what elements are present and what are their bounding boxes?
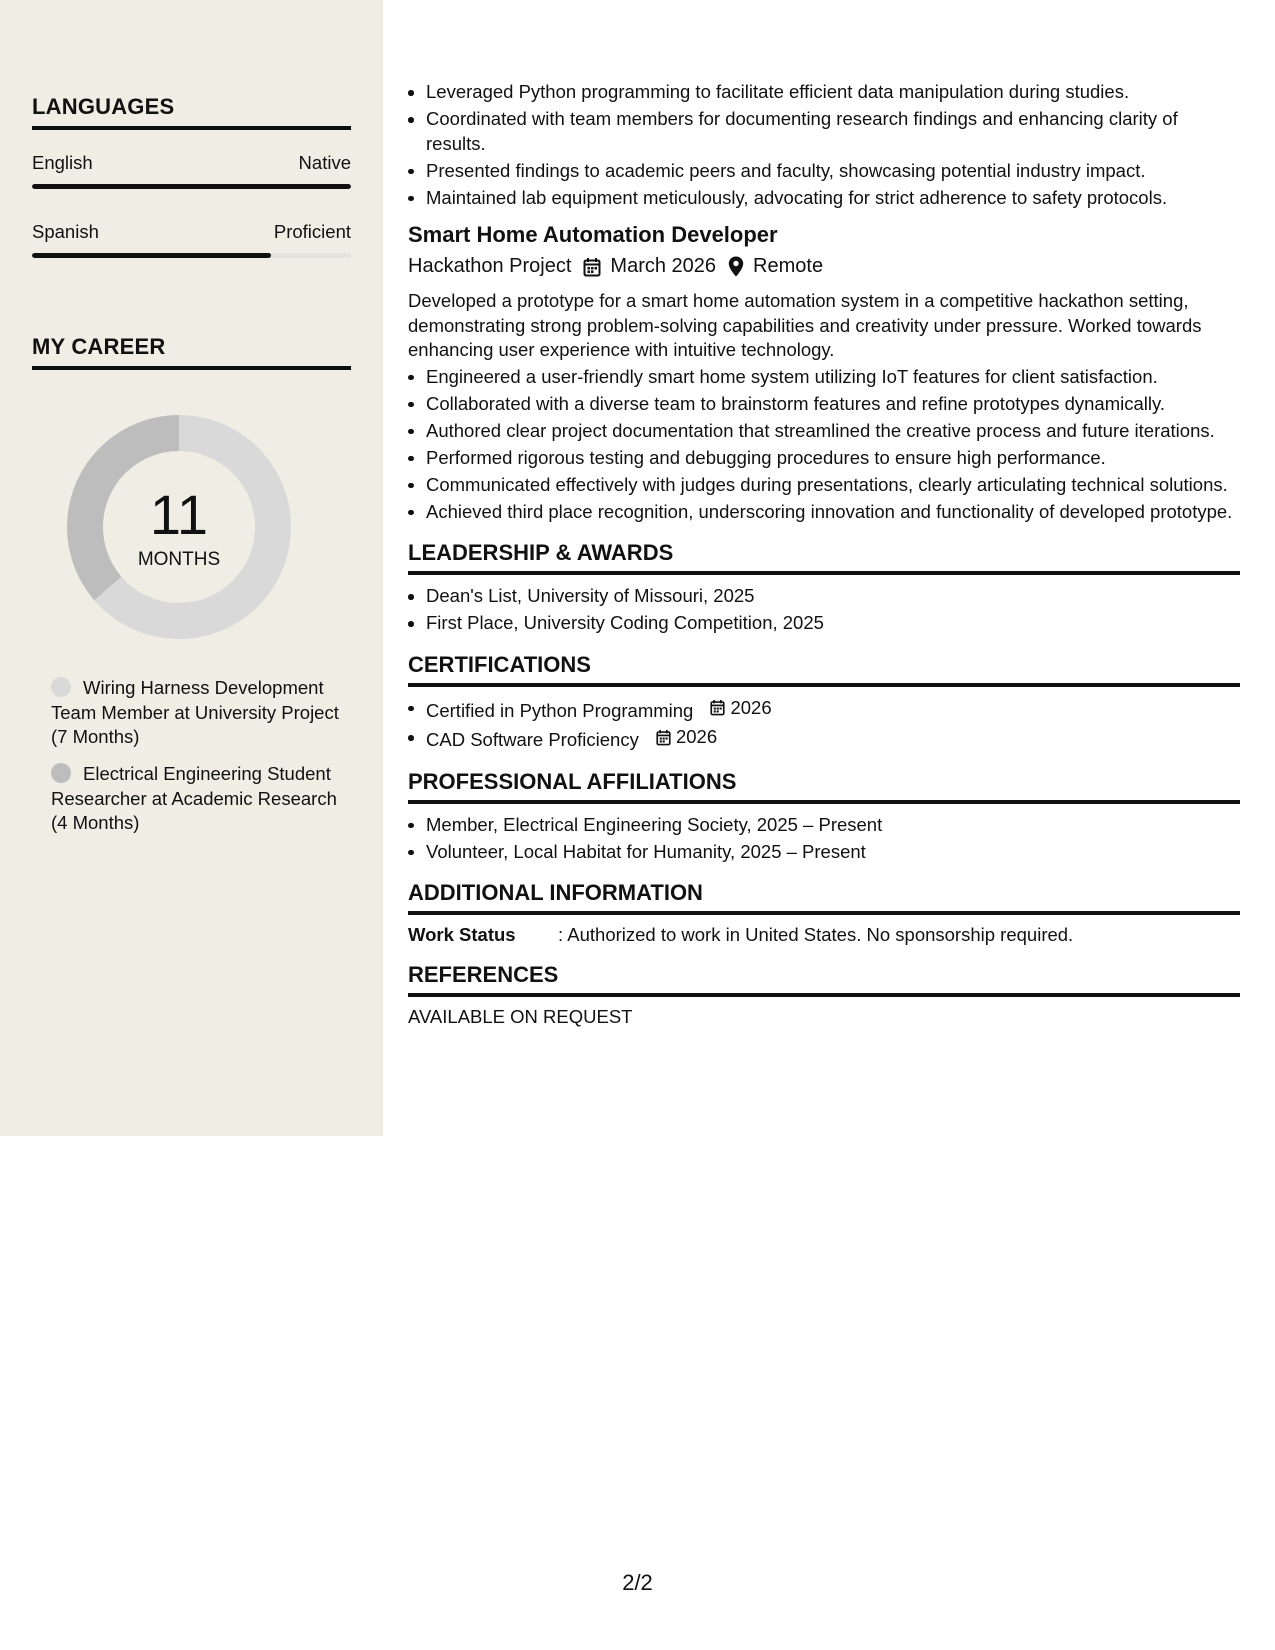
career-heading: MY CAREER bbox=[32, 334, 351, 370]
job-bullets bbox=[408, 365, 1240, 525]
list-item: Achieved third place recognition, underscoring innovation and functionality of developed prototype. bbox=[408, 500, 1240, 525]
list-item: Performed rigorous testing and debugging procedures to ensure high performance. bbox=[408, 446, 1240, 471]
career-total-unit: MONTHS bbox=[137, 549, 221, 570]
calendar-icon bbox=[583, 257, 601, 277]
list-item: Coordinated with team members for documenting research findings and enhancing clarity of results. bbox=[408, 107, 1240, 156]
list-item: Engineered a user-friendly smart home system utilizing IoT features for client satisfaction. bbox=[408, 365, 1240, 390]
certification-item bbox=[408, 725, 1240, 752]
sidebar bbox=[0, 0, 383, 1136]
list-item: Maintained lab equipment meticulously, advocating for strict adherence to safety protocols. bbox=[408, 186, 1240, 211]
job-meta bbox=[408, 255, 1240, 278]
job-description: Developed a prototype for a smart home automation system in a competitive hackathon setting, demonstrating strong problem-solving capabilities and creativity under pressure. Worked towards enhancing user experience with intuitive technology. bbox=[408, 290, 1202, 360]
page-number: 2/2 bbox=[622, 1570, 653, 1595]
language-bar-fill bbox=[32, 253, 271, 258]
certification-name: CAD Software Proficiency bbox=[426, 729, 639, 750]
affiliations-list bbox=[408, 813, 1240, 865]
career-item bbox=[51, 762, 341, 836]
main-content bbox=[408, 0, 1240, 1028]
references-heading: REFERENCES bbox=[408, 962, 1240, 997]
language-level: Proficient bbox=[273, 221, 351, 242]
career-item-label: Electrical Engineering Student Researcher at Academic Research (4 Months) bbox=[51, 763, 337, 833]
language-bar-fill bbox=[32, 184, 351, 189]
job-location: Remote bbox=[753, 255, 824, 277]
languages-heading: LANGUAGES bbox=[32, 94, 351, 130]
work-status-row bbox=[408, 924, 1240, 946]
certification-name: Certified in Python Programming bbox=[426, 699, 694, 721]
additional-info-heading: ADDITIONAL INFORMATION bbox=[408, 880, 1240, 915]
certifications-list bbox=[408, 696, 1240, 753]
map-pin-icon bbox=[728, 256, 744, 277]
list-item: Authored clear project documentation that streamlined the creative process and future iterations. bbox=[408, 419, 1240, 444]
list-item: Communicated effectively with judges during presentations, clearly articulating technical solutions. bbox=[408, 473, 1240, 498]
certification-item bbox=[408, 696, 1240, 723]
language-level: Native bbox=[298, 152, 351, 173]
career-legend-dot bbox=[51, 763, 71, 783]
certification-year: 2026 bbox=[730, 696, 772, 718]
career-item bbox=[51, 676, 341, 750]
list-item: Presented findings to academic peers and faculty, showcasing potential industry impact. bbox=[408, 159, 1240, 184]
calendar-icon bbox=[710, 699, 725, 716]
previous-job-bullets bbox=[408, 80, 1240, 210]
job-organization: Hackathon Project bbox=[408, 255, 572, 277]
list-item: Collaborated with a diverse team to brainstorm features and refine prototypes dynamically. bbox=[408, 392, 1240, 417]
work-status-value: : Authorized to work in United States. No sponsorship required. bbox=[558, 924, 1074, 945]
language-name: Spanish bbox=[32, 221, 99, 242]
leadership-heading: LEADERSHIP & AWARDS bbox=[408, 540, 1240, 575]
career-total-number: 11 bbox=[149, 483, 209, 546]
career-item-label: Wiring Harness Development Team Member at University Project (7 Months) bbox=[51, 677, 339, 747]
certifications-heading: CERTIFICATIONS bbox=[408, 652, 1240, 687]
language-english bbox=[32, 152, 351, 189]
certification-year: 2026 bbox=[675, 726, 718, 748]
language-bar bbox=[32, 184, 351, 189]
career-legend-dot bbox=[51, 677, 71, 697]
affiliations-heading: PROFESSIONAL AFFILIATIONS bbox=[408, 769, 1240, 804]
work-status-label: Work Status bbox=[408, 924, 516, 945]
language-name: English bbox=[32, 152, 93, 173]
list-item: Dean's List, University of Missouri, 2025 bbox=[408, 584, 1240, 609]
language-spanish bbox=[32, 221, 351, 258]
calendar-icon bbox=[656, 729, 671, 746]
list-item: First Place, University Coding Competition, 2025 bbox=[408, 611, 1240, 636]
list-item: Member, Electrical Engineering Society, 2025 – Present bbox=[408, 813, 1240, 838]
list-item: Volunteer, Local Habitat for Humanity, 2025 – Present bbox=[408, 840, 1240, 865]
language-bar bbox=[32, 253, 351, 258]
leadership-list bbox=[408, 584, 1240, 636]
job-date: March 2026 bbox=[610, 255, 717, 277]
job-title: Smart Home Automation Developer bbox=[408, 222, 778, 247]
references-text: AVAILABLE ON REQUEST bbox=[408, 1006, 633, 1027]
list-item: Leveraged Python programming to facilitate efficient data manipulation during studies. bbox=[408, 80, 1240, 105]
